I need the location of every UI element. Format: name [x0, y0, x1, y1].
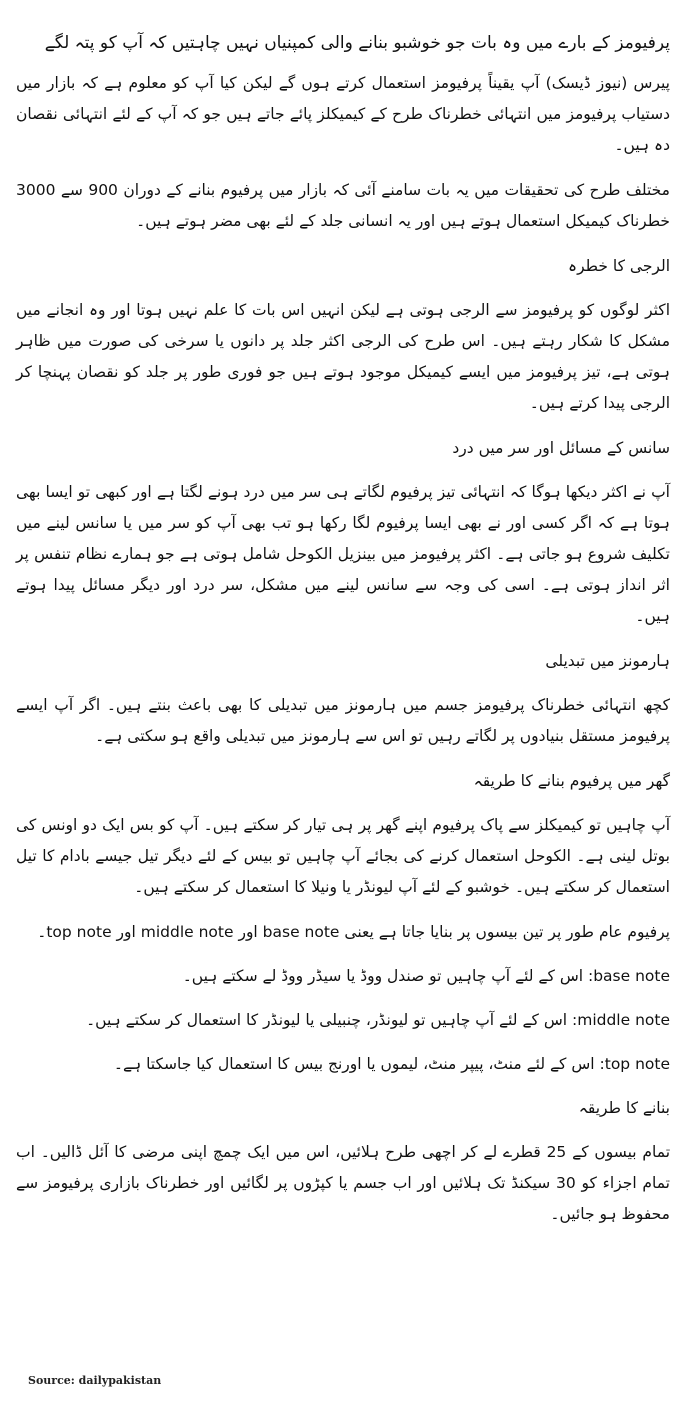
home-perfume-paragraph: آپ چاہیں تو کیمیکلز سے پاک پرفیوم اپنے گھر پر ہی تیار کر سکتے ہیں۔ آپ کو بس ایک دو اونس کی بوتل لینی ہے۔ الکوحل استعمال کرنے کی بجائے آپ چاہیں تو بیس کے لئے دیگر تیل جیسے بادام کا تیل استعمال کر سکتے ہیں۔ خوشبو کے لئے آپ لیونڈر یا ونیلا کا استعمال کر سکتے ہیں۔ [16, 816, 670, 896]
breathing-paragraph: آپ نے اکثر دیکھا ہوگا کہ انتہائی تیز پرفیوم لگاتے ہی سر میں درد ہونے لگتا ہے اور کبھی تو ایسا بھی ہوتا ہے کہ اگر کسی اور نے بھی ایسا پرفیوم لگا رکھا ہو تب بھی آپ کو سر میں یا سانس لینے میں تکلیف شروع ہو جاتی ہے۔ اکثر پرفیومز میں بینزیل الکوحل شامل ہوتی ہے جو ہمارے نظام تنفس پر اثر انداز ہوتی ہے۔ اسی کی وجہ سے سانس لینے میں مشکل، سر درد اور دیگر مسائل پیدا ہوتے ہیں۔ [16, 483, 670, 625]
method-paragraph: تمام بیسوں کے 25 قطرے لے کر اچھی طرح ہلائیں، اس میں ایک چمچ اپنی مرضی کا آئل ڈالیں۔ اب تمام اجزاء کو 30 سیکنڈ تک ہلائیں اور اب جسم یا کپڑوں پر لگائیں اور خطرناک بازاری پرفیومز سے محفوظ ہو جائیں۔ [16, 1143, 671, 1223]
home-perfume-heading: گھر میں پرفیوم بنانے کا طریقہ [473, 772, 670, 790]
top-note-line: top note: اس کے لئے منٹ، پیپر منٹ، لیموں یا اورنج بیس کا استعمال کیا جاسکتا ہے۔ [113, 1055, 670, 1073]
method-heading: بنانے کا طریقہ [578, 1099, 670, 1117]
middle-note-line: middle note: اس کے لئے آپ چاہیں تو لیونڈر، چنبیلی یا لیونڈر کا استعمال کر سکتے ہیں۔ [86, 1011, 670, 1029]
allergy-heading: الرجی کا خطرہ [568, 257, 670, 275]
hormone-paragraph: کچھ انتہائی خطرناک پرفیومز جسم میں ہارمونز میں تبدیلی کا بھی باعث بنتے ہیں۔ اگر آپ ایسے پرفیومز مستقل بنیادوں پر لگاتے رہیں تو اس سے ہارمونز میں تبدیلی واقع ہو سکتی ہے۔ [16, 696, 670, 745]
notes-intro: پرفیوم عام طور پر تین بیسوں پر بنایا جاتا ہے یعنی base note اور middle note اور top note۔ [37, 923, 670, 941]
research-paragraph: مختلف طرح کی تحقیقات میں یہ بات سامنے آئی کہ بازار میں پرفیوم بنانے کے دوران 900 سے 3000 خطرناک کیمیکل استعمال ہوتے ہیں اور یہ انسانی جلد کے لئے بھی مضر ہوتے ہیں۔ [16, 181, 670, 230]
allergy-paragraph: اکثر لوگوں کو پرفیومز سے الرجی ہوتی ہے لیکن انہیں اس بات کا علم نہیں ہوتا اور وہ انجانے میں مشکل کا شکار رہتے ہیں۔ اس طرح کی الرجی اکثر جلد پر دانوں یا سرخی کی صورت میں ظاہر ہوتی ہے، تیز پرفیومز میں ایسے کیمیکل موجود ہوتے ہیں جو فوری طور پر جلد کو نقصان پہنچا کر الرجی پیدا کرتے ہیں۔ [16, 301, 670, 412]
hormone-heading: ہارمونز میں تبدیلی [545, 652, 670, 670]
breathing-heading: سانس کے مسائل اور سر میں درد [452, 439, 670, 457]
intro-paragraph: پیرس (نیوز ڈیسک) آپ یقیناً پرفیومز استعمال کرتے ہوں گے لیکن کیا آپ کو معلوم ہے کہ بازار میں دستیاب پرفیومز میں انتہائی خطرناک طرح کے کیمیکلز پائے جاتے ہیں جو کہ آپ کے لئے انتہائی نقصان دہ ہیں۔ [16, 74, 670, 154]
base-note-line: base note: اس کے لئے آپ چاہیں تو صندل ووڈ یا سیڈر ووڈ لے سکتے ہیں۔ [182, 967, 670, 985]
article-title: پرفیومز کے بارے میں وہ بات جو خوشبو بنانے والی کمپنیاں نہیں چاہتیں کہ آپ کو پتہ لگے [44, 33, 670, 53]
source-credit: Source: dailypakistan [28, 1374, 162, 1387]
